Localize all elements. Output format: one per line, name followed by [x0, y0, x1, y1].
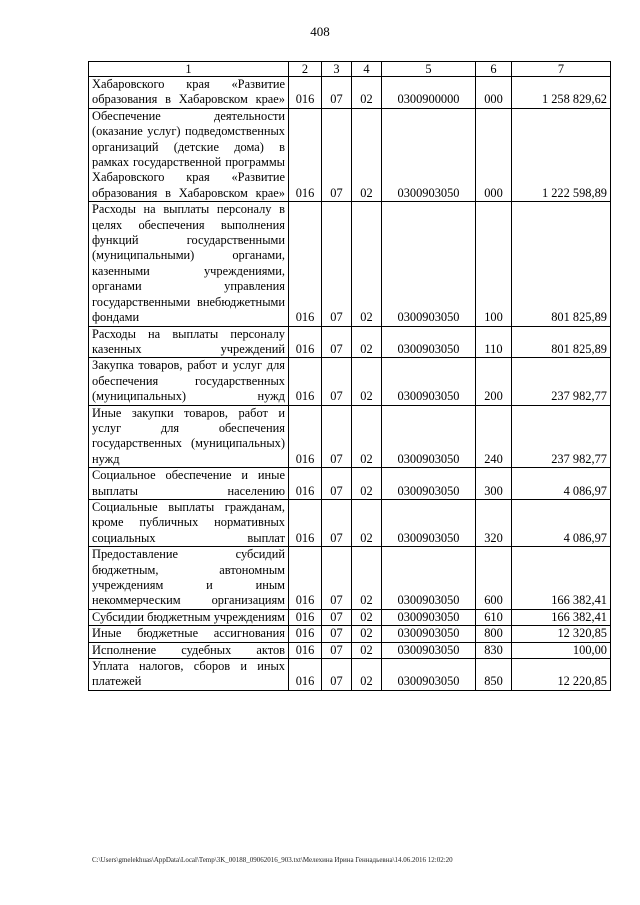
section-code-cell: 07	[322, 108, 352, 201]
section-code-cell: 07	[322, 326, 352, 358]
subsection-code-cell: 02	[352, 609, 382, 625]
section-code-cell: 07	[322, 626, 352, 642]
ministry-code-cell: 016	[289, 202, 322, 326]
amount-cell: 12 320,85	[512, 626, 611, 642]
expense-type-cell: 000	[476, 108, 512, 201]
column-header: 6	[476, 62, 512, 77]
amount-cell: 237 982,77	[512, 358, 611, 405]
target-article-cell: 0300903050	[382, 609, 476, 625]
expense-name-cell: Иные бюджетные ассигнования	[89, 626, 289, 642]
table-row	[89, 202, 611, 326]
expense-name-cell: Иные закупки товаров, работ и услуг для обеспечения государственных (муниципальных) нужд	[89, 405, 289, 468]
expense-type-cell: 800	[476, 626, 512, 642]
target-article-cell: 0300903050	[382, 202, 476, 326]
table-row	[89, 499, 611, 546]
target-article-cell: 0300903050	[382, 642, 476, 658]
expense-type-cell: 000	[476, 77, 512, 109]
page-number: 408	[310, 24, 330, 39]
expense-type-cell: 200	[476, 358, 512, 405]
column-number-row	[89, 62, 611, 77]
subsection-code-cell: 02	[352, 405, 382, 468]
target-article-cell: 0300903050	[382, 468, 476, 500]
table-row	[89, 468, 611, 500]
expense-type-cell: 610	[476, 609, 512, 625]
amount-cell: 166 382,41	[512, 609, 611, 625]
subsection-code-cell: 02	[352, 326, 382, 358]
ministry-code-cell: 016	[289, 468, 322, 500]
section-code-cell: 07	[322, 77, 352, 109]
table-row	[89, 108, 611, 201]
table-row	[89, 642, 611, 658]
amount-cell: 4 086,97	[512, 468, 611, 500]
table-row	[89, 659, 611, 691]
ministry-code-cell: 016	[289, 626, 322, 642]
target-article-cell: 0300903050	[382, 326, 476, 358]
subsection-code-cell: 02	[352, 626, 382, 642]
amount-cell: 801 825,89	[512, 326, 611, 358]
subsection-code-cell: 02	[352, 642, 382, 658]
amount-cell: 166 382,41	[512, 547, 611, 610]
ministry-code-cell: 016	[289, 609, 322, 625]
subsection-code-cell: 02	[352, 358, 382, 405]
amount-cell: 1 222 598,89	[512, 108, 611, 201]
subsection-code-cell: 02	[352, 77, 382, 109]
expense-name-cell: Расходы на выплаты персоналу казенных учреждений	[89, 326, 289, 358]
column-header: 4	[352, 62, 382, 77]
file-path-footer: C:\Users\gmelekhuas\AppData\Local\Temp\3K_00188_09062016_903.txt\Мелехина Ирина Геннадьевна\14.06.2016 12:02:20	[92, 856, 453, 864]
section-code-cell: 07	[322, 659, 352, 691]
expense-name-cell: Расходы на выплаты персоналу в целях обеспечения выполнения функций государственными (муниципальными) органами, казенными учреждениями, органами управления государственными внебюджетными фондами	[89, 202, 289, 326]
amount-cell: 801 825,89	[512, 202, 611, 326]
section-code-cell: 07	[322, 468, 352, 500]
table-row	[89, 326, 611, 358]
section-code-cell: 07	[322, 202, 352, 326]
column-header: 7	[512, 62, 611, 77]
budget-table	[88, 61, 611, 691]
subsection-code-cell: 02	[352, 202, 382, 326]
ministry-code-cell: 016	[289, 326, 322, 358]
section-code-cell: 07	[322, 547, 352, 610]
column-header: 5	[382, 62, 476, 77]
target-article-cell: 0300903050	[382, 358, 476, 405]
ministry-code-cell: 016	[289, 499, 322, 546]
target-article-cell: 0300903050	[382, 659, 476, 691]
expense-name-cell: Уплата налогов, сборов и иных платежей	[89, 659, 289, 691]
section-code-cell: 07	[322, 405, 352, 468]
table-row	[89, 358, 611, 405]
expense-name-cell: Субсидии бюджетным учреждениям	[89, 609, 289, 625]
amount-cell: 237 982,77	[512, 405, 611, 468]
section-code-cell: 07	[322, 642, 352, 658]
ministry-code-cell: 016	[289, 547, 322, 610]
expense-type-cell: 100	[476, 202, 512, 326]
target-article-cell: 0300903050	[382, 626, 476, 642]
ministry-code-cell: 016	[289, 108, 322, 201]
column-header: 3	[322, 62, 352, 77]
column-header: 1	[89, 62, 289, 77]
subsection-code-cell: 02	[352, 547, 382, 610]
target-article-cell: 0300900000	[382, 77, 476, 109]
amount-cell: 1 258 829,62	[512, 77, 611, 109]
ministry-code-cell: 016	[289, 642, 322, 658]
amount-cell: 100,00	[512, 642, 611, 658]
expense-name-cell: Закупка товаров, работ и услуг для обеспечения государственных (муниципальных) нужд	[89, 358, 289, 405]
target-article-cell: 0300903050	[382, 108, 476, 201]
ministry-code-cell: 016	[289, 358, 322, 405]
amount-cell: 12 220,85	[512, 659, 611, 691]
expense-type-cell: 300	[476, 468, 512, 500]
expense-name-cell: Социальное обеспечение и иные выплаты населению	[89, 468, 289, 500]
ministry-code-cell: 016	[289, 77, 322, 109]
section-code-cell: 07	[322, 358, 352, 405]
target-article-cell: 0300903050	[382, 499, 476, 546]
section-code-cell: 07	[322, 499, 352, 546]
table-row	[89, 77, 611, 109]
expense-type-cell: 320	[476, 499, 512, 546]
ministry-code-cell: 016	[289, 405, 322, 468]
table-row	[89, 405, 611, 468]
column-header: 2	[289, 62, 322, 77]
target-article-cell: 0300903050	[382, 547, 476, 610]
ministry-code-cell: 016	[289, 659, 322, 691]
expense-type-cell: 240	[476, 405, 512, 468]
subsection-code-cell: 02	[352, 499, 382, 546]
expense-name-cell: Социальные выплаты гражданам, кроме публичных нормативных социальных выплат	[89, 499, 289, 546]
subsection-code-cell: 02	[352, 108, 382, 201]
expense-name-cell: Обеспечение деятельности (оказание услуг) подведомственных организаций (детские дома) в рамках государственной программы Хабаровского края «Развитие образования в Хабаровском крае»	[89, 108, 289, 201]
subsection-code-cell: 02	[352, 659, 382, 691]
subsection-code-cell: 02	[352, 468, 382, 500]
table-row	[89, 547, 611, 610]
target-article-cell: 0300903050	[382, 405, 476, 468]
expense-type-cell: 850	[476, 659, 512, 691]
expense-type-cell: 110	[476, 326, 512, 358]
table-row	[89, 609, 611, 625]
amount-cell: 4 086,97	[512, 499, 611, 546]
expense-name-cell: Предоставление субсидий бюджетным, автономным учреждениям и иным некоммерческим организациям	[89, 547, 289, 610]
expense-name-cell: Исполнение судебных актов	[89, 642, 289, 658]
section-code-cell: 07	[322, 609, 352, 625]
expense-type-cell: 600	[476, 547, 512, 610]
expense-type-cell: 830	[476, 642, 512, 658]
expense-name-cell: Хабаровского края «Развитие образования в Хабаровском крае»	[89, 77, 289, 109]
table-row	[89, 626, 611, 642]
